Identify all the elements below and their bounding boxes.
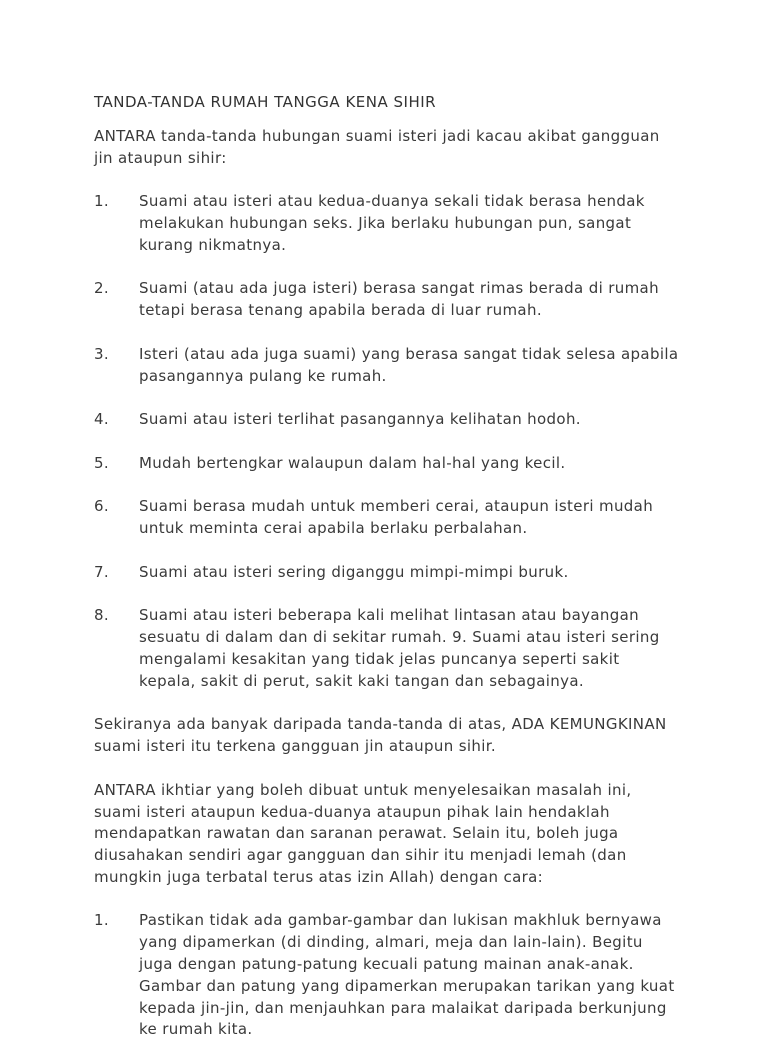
list-item [94, 409, 680, 431]
item-number: 1. [94, 192, 110, 211]
remedies-list [94, 910, 680, 1041]
item-number: 1. [94, 911, 110, 930]
item-number: 7. [94, 562, 110, 581]
item-number: 6. [94, 497, 110, 516]
item-text: Suami atau isteri sering diganggu mimpi-mimpi buruk. [139, 562, 569, 581]
list-item [94, 562, 680, 584]
document-body [94, 92, 680, 1041]
remedy-intro-paragraph: ANTARA ikhtiar yang boleh dibuat untuk menyelesaikan masalah ini, suami isteri ataupun kedua-duanya ataupun pihak lain hendaklah mendapatkan rawatan dan saranan perawat. Selain itu, boleh juga diusahakan sendiri agar gangguan dan sihir itu menjadi lemah (dan mungkin juga terbatal terus atas izin Allah) dengan cara: [94, 780, 632, 886]
document-title: TANDA-TANDA RUMAH TANGGA KENA SIHIR [94, 93, 437, 111]
list-item [94, 453, 680, 475]
item-text: Suami (atau ada juga isteri) berasa sangat rimas berada di rumah tetapi berasa tenang apabila berada di luar rumah. [139, 279, 659, 320]
item-text: Pastikan tidak ada gambar-gambar dan lukisan makhluk bernyawa yang dipamerkan (di dinding, almari, meja dan lain-lain). Begitu juga dengan patung-patung kecuali patung mainan anak-anak. Gambar dan patung yang dipamerkan merupakan tarikan yang kuat kepada jin-jin, dan menjauhkan para malaikat daripada berkunjung ke rumah kita. [139, 911, 675, 1039]
item-number: 3. [94, 344, 110, 363]
list-item [94, 910, 680, 1041]
list-item [94, 605, 680, 692]
signs-list [94, 191, 680, 692]
item-number: 8. [94, 606, 110, 625]
item-text: Suami atau isteri terlihat pasangannya kelihatan hodoh. [139, 410, 581, 429]
intro-paragraph: ANTARA tanda-tanda hubungan suami isteri jadi kacau akibat gangguan jin ataupun sihir: [94, 126, 660, 167]
item-text: Suami atau isteri atau kedua-duanya sekali tidak berasa hendak melakukan hubungan seks. Jika berlaku hubungan pun, sangat kurang nikmatnya. [139, 192, 645, 254]
item-text: Mudah bertengkar walaupun dalam hal-hal yang kecil. [139, 453, 566, 472]
item-text: Suami atau isteri beberapa kali melihat lintasan atau bayangan sesuatu di dalam dan di sekitar rumah. 9. Suami atau isteri sering mengalami kesakitan yang tidak jelas puncanya seperti sakit kepala, sakit di perut, sakit kaki tangan dan sebagainya. [139, 606, 660, 690]
list-item [94, 344, 680, 388]
list-item [94, 278, 680, 322]
item-text: Suami berasa mudah untuk memberi cerai, ataupun isteri mudah untuk meminta cerai apabila berlaku perbalahan. [139, 497, 654, 538]
list-item [94, 191, 680, 256]
item-number: 5. [94, 453, 110, 472]
list-item [94, 496, 680, 540]
item-number: 2. [94, 279, 110, 298]
item-number: 4. [94, 410, 110, 429]
item-text: Isteri (atau ada juga suami) yang berasa sangat tidak selesa apabila pasangannya pulang ke rumah. [139, 344, 679, 385]
conclusion-paragraph: Sekiranya ada banyak daripada tanda-tanda di atas, ADA KEMUNGKINAN suami isteri itu terkena gangguan jin ataupun sihir. [94, 715, 667, 756]
